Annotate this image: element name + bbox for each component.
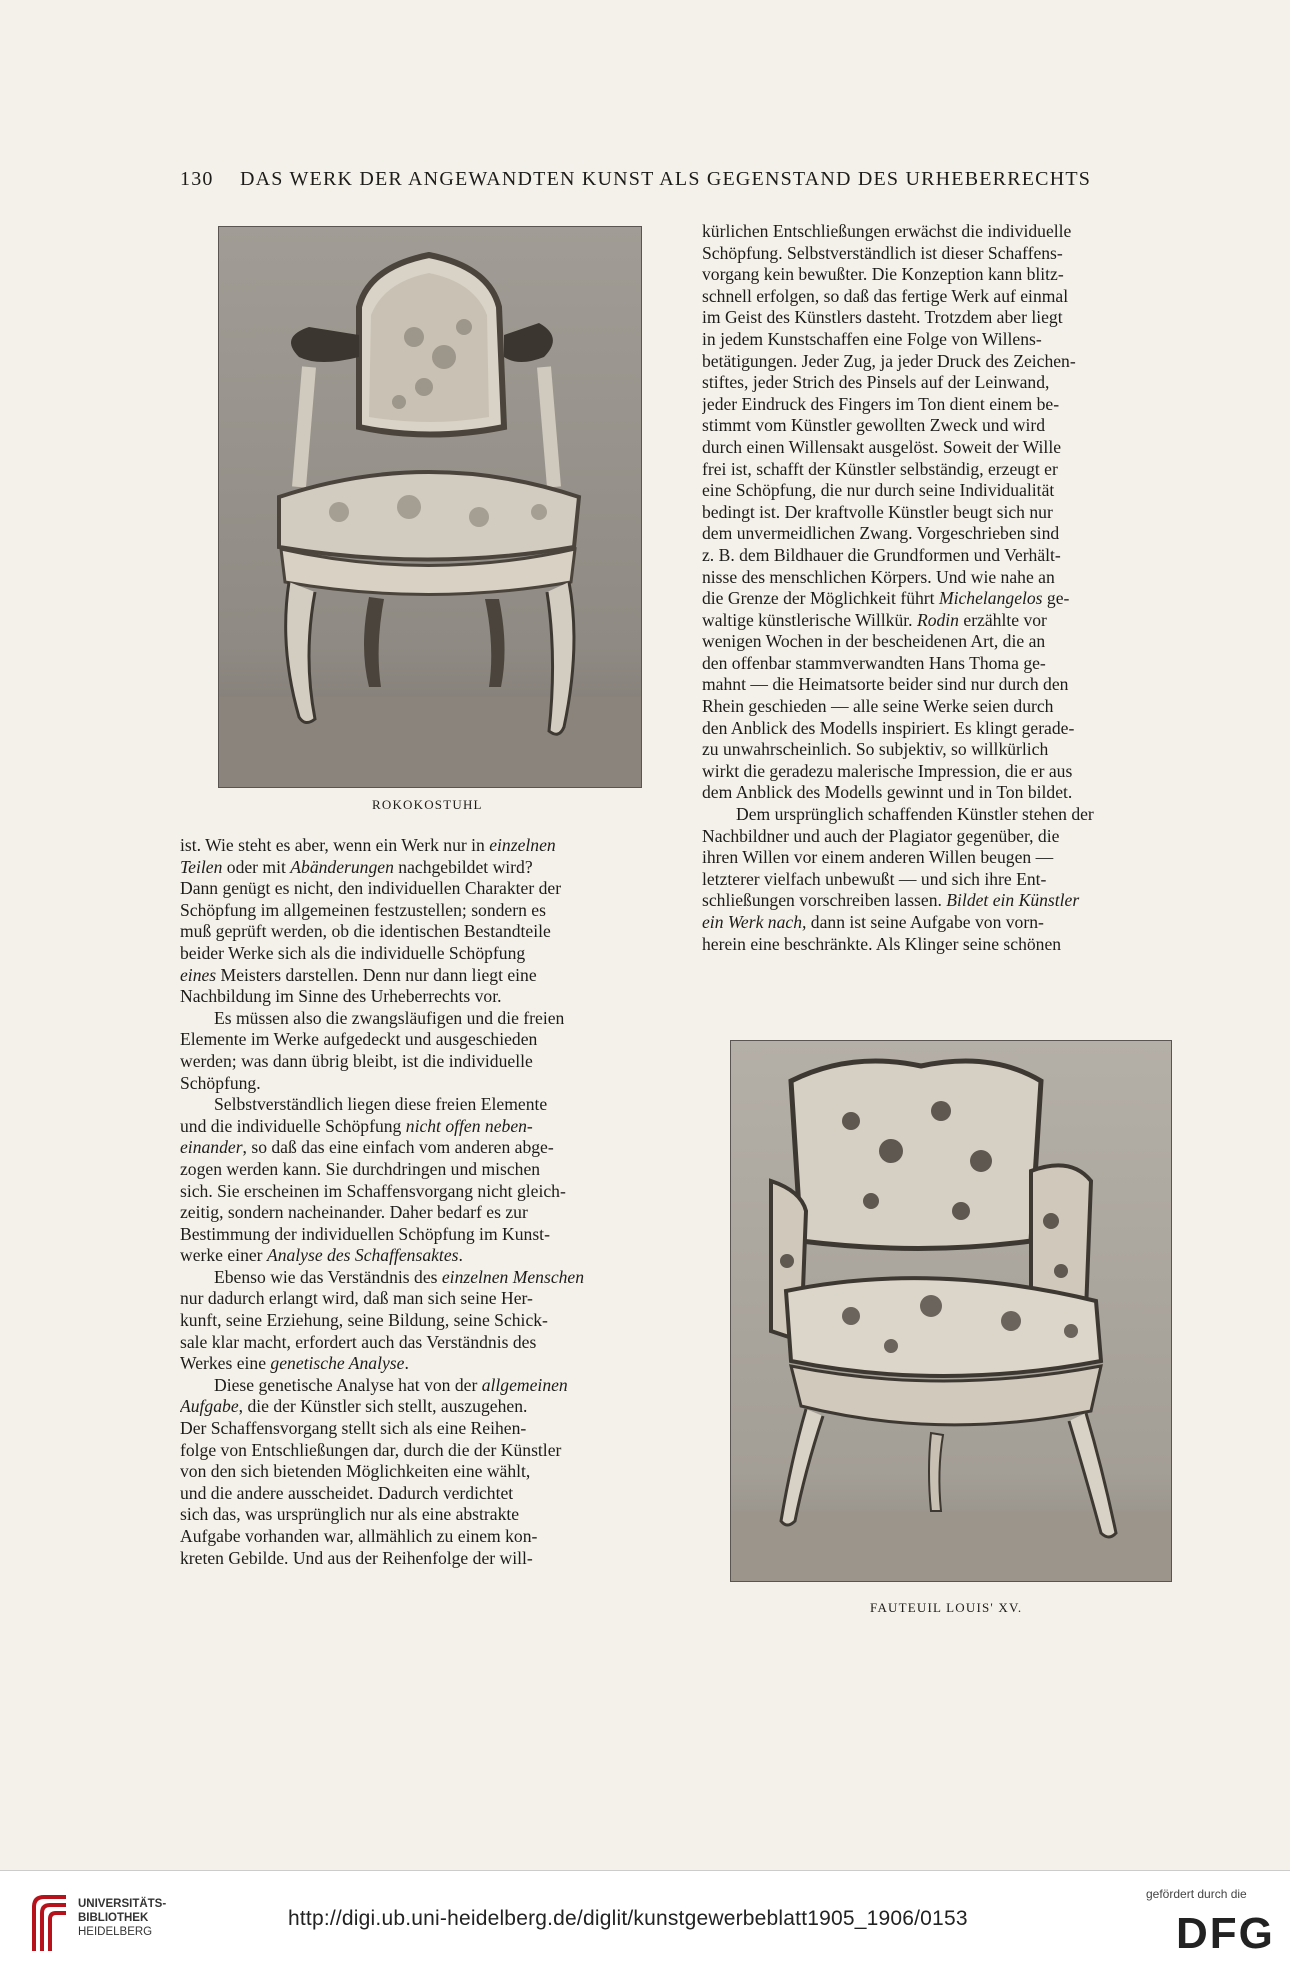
text-line	[180, 878, 676, 900]
text-line	[180, 1504, 676, 1526]
text-line	[702, 459, 1198, 481]
text-line	[702, 264, 1198, 286]
body-text: Bestimmung der individuellen Schöpfung im Kunst-	[180, 1223, 550, 1244]
body-text: von den sich bietenden Möglichkeiten eine wählt,	[180, 1461, 531, 1482]
body-text: in jedem Kunstschaffen eine Folge von Willens-	[702, 328, 1042, 349]
text-line	[702, 912, 1198, 934]
body-text: vorgang kein bewußter. Die Konzeption kann blitz-	[702, 264, 1064, 285]
emphasis-text: Abänderungen	[290, 856, 394, 877]
armchair-photo	[731, 1041, 1171, 1581]
body-text: ihren Willen vor einem anderen Willen beugen —	[702, 847, 1054, 868]
text-line	[702, 243, 1198, 265]
text-line	[180, 1526, 676, 1548]
text-line	[180, 965, 676, 987]
emphasis-text: einander	[180, 1137, 243, 1158]
body-text: kürlichen Entschließungen erwächst die individuelle	[702, 221, 1072, 241]
text-line	[702, 610, 1198, 632]
text-line	[702, 286, 1198, 308]
text-line	[702, 329, 1198, 351]
text-line	[180, 1051, 676, 1073]
body-text: den Anblick des Modells inspiriert. Es klingt gerade-	[702, 717, 1075, 738]
university-library-logo-icon	[28, 1891, 72, 1955]
body-text: Aufgabe vorhanden war, allmählich zu einem kon-	[180, 1526, 538, 1546]
body-text: Elemente im Werke aufgedeckt und ausgeschieden	[180, 1029, 538, 1050]
text-line	[702, 782, 1198, 804]
text-line	[180, 1548, 676, 1570]
body-text: werke einer	[180, 1245, 267, 1266]
text-line	[180, 857, 676, 879]
body-text: folge von Entschließungen dar, durch die der Künstler	[180, 1439, 562, 1460]
emphasis-text: ein Werk nach,	[702, 912, 807, 932]
emphasis-text: Teilen	[180, 856, 223, 877]
text-line	[702, 415, 1198, 437]
text-line	[702, 307, 1198, 329]
text-line	[180, 1094, 676, 1116]
body-text: .	[458, 1245, 463, 1266]
text-line	[180, 1202, 676, 1224]
body-text: Nachbildner und auch der Plagiator gegenüber, die	[702, 825, 1060, 846]
text-line	[180, 1116, 676, 1138]
body-text: durch einen Willensakt ausgelöst. Soweit der Wille	[702, 436, 1062, 457]
text-line	[180, 943, 676, 965]
body-text: jeder Eindruck des Fingers im Ton dient einem be-	[702, 393, 1060, 414]
emphasis-text: einzelnen	[489, 835, 556, 855]
emphasis-text: einzelnen Menschen	[441, 1266, 585, 1287]
chair-photo	[219, 227, 641, 787]
text-line	[180, 900, 676, 922]
text-line	[180, 1181, 676, 1203]
body-text: und die individuelle Schöpfung	[180, 1115, 406, 1136]
text-line	[702, 523, 1198, 545]
text-line	[702, 351, 1198, 373]
text-line	[180, 1310, 676, 1332]
body-text: herein eine beschränkte. Als Klinger seine schönen	[702, 933, 1062, 954]
text-line	[702, 502, 1198, 524]
body-text: im Geist des Künstlers dasteht. Trotzdem aber liegt	[702, 307, 1063, 328]
text-line	[702, 567, 1198, 589]
text-line	[702, 372, 1198, 394]
text-line	[180, 1137, 676, 1159]
body-text: eine Schöpfung, die nur durch seine Individualität	[702, 480, 1055, 501]
text-line	[180, 1224, 676, 1246]
body-text: , die der Künstler sich stellt, auszugehen.	[238, 1396, 528, 1417]
text-line	[180, 1073, 676, 1095]
text-line	[180, 1418, 676, 1440]
body-text: bedingt ist. Der kraftvolle Künstler beugt sich nur	[702, 501, 1053, 522]
body-text: Dem ursprünglich schaffenden Künstler stehen der	[736, 804, 1094, 825]
body-text: oder mit	[222, 856, 291, 877]
text-line	[702, 718, 1198, 740]
body-text: dem unvermeidlichen Zwang. Vorgeschrieben sind	[702, 523, 1060, 544]
emphasis-text: Rodin	[916, 609, 959, 630]
body-text: Ebenso wie das Verständnis des	[214, 1266, 442, 1287]
emphasis-text: Analyse des Schaffensaktes	[266, 1245, 459, 1266]
text-line	[180, 1267, 676, 1289]
text-line	[180, 1029, 676, 1051]
dfg-logo: DFG	[1176, 1909, 1275, 1958]
body-text: letzterer vielfach unbewußt — und sich ihre Ent-	[702, 868, 1047, 889]
body-text: frei ist, schafft der Künstler selbständig, erzeugt er	[702, 458, 1058, 479]
body-text: zeitig, sondern nacheinander. Daher bedarf es zur	[180, 1202, 528, 1223]
text-line	[702, 890, 1198, 912]
body-text: Der Schaffensvorgang stellt sich als eine Reihen-	[180, 1418, 527, 1439]
text-line	[702, 545, 1198, 567]
emphasis-text: Aufgabe	[180, 1396, 239, 1417]
body-text: stiftes, jeder Strich des Pinsels auf der Leinwand,	[702, 372, 1050, 393]
figure-fauteuil	[730, 1040, 1172, 1582]
figure-caption-2: FAUTEUIL LOUIS' XV.	[870, 1600, 1023, 1615]
text-line	[180, 1288, 676, 1310]
library-name	[78, 1897, 166, 1939]
body-text: kunft, seine Erziehung, seine Bildung, seine Schick-	[180, 1310, 548, 1331]
body-text: Meisters darstellen. Denn nur dann liegt eine	[216, 964, 537, 985]
body-text: .	[404, 1353, 409, 1374]
body-text: ge-	[1042, 588, 1070, 609]
body-text: erzählte vor	[958, 609, 1047, 630]
body-text: Diese genetische Analyse hat von der	[214, 1374, 482, 1395]
body-text: Werkes eine	[180, 1353, 271, 1374]
text-line	[702, 761, 1198, 783]
body-text: werden; was dann übrig bleibt, ist die individuelle	[180, 1050, 533, 1071]
body-text: sale klar macht, erfordert auch das Verständnis des	[180, 1331, 537, 1352]
text-column-right	[702, 221, 1198, 955]
text-line	[180, 1332, 676, 1354]
body-text: kreten Gebilde. Und aus der Reihenfolge der will-	[180, 1547, 533, 1568]
body-text: zogen werden kann. Sie durchdringen und mischen	[180, 1158, 541, 1179]
body-text: Es müssen also die zwangsläufigen und die freien	[214, 1007, 565, 1028]
library-line-1: UNIVERSITÄTS-	[78, 1898, 167, 1910]
text-line	[180, 1159, 676, 1181]
body-text: nachgebildet wird?	[393, 856, 533, 877]
text-line	[180, 1245, 676, 1267]
viewer-footer	[0, 1870, 1290, 1970]
text-line	[702, 480, 1198, 502]
text-line	[702, 674, 1198, 696]
body-text: schnell erfolgen, so daß das fertige Werk auf einmal	[702, 285, 1069, 306]
body-text: die Grenze der Möglichkeit führt	[702, 588, 939, 609]
body-text: Nachbildung im Sinne des Urheberrechts vor.	[180, 986, 502, 1007]
body-text: beider Werke sich als die individuelle Schöpfung	[180, 942, 526, 963]
body-text: muß geprüft werden, ob die identischen Bestandteile	[180, 921, 551, 942]
body-text: wirkt die geradezu malerische Impression, die er aus	[702, 760, 1073, 781]
body-text: schließungen vorschreiben lassen.	[702, 890, 947, 911]
body-text: Schöpfung.	[180, 1072, 261, 1093]
body-text: dem Anblick des Modells gewinnt und in Ton bildet.	[702, 782, 1073, 803]
figure-caption-1: ROKOKOSTUHL	[372, 797, 483, 812]
body-text: Selbstverständlich liegen diese freien Elemente	[214, 1094, 548, 1115]
text-line	[702, 696, 1198, 718]
text-line	[702, 588, 1198, 610]
text-line	[702, 934, 1198, 956]
library-line-3: HEIDELBERG	[78, 1926, 153, 1938]
text-column-left	[180, 835, 676, 1569]
permalink-url[interactable]: http://digi.ub.uni-heidelberg.de/diglit/kunstgewerbeblatt1905_1906/0153	[288, 1907, 968, 1930]
text-line	[180, 986, 676, 1008]
body-text: Rhein geschieden — alle seine Werke seien durch	[702, 696, 1054, 717]
emphasis-text: Bildet ein Künstler	[946, 890, 1080, 911]
page-number: 130	[180, 168, 214, 190]
text-line	[180, 1008, 676, 1030]
body-text: den offenbar stammverwandten Hans Thoma ge-	[702, 652, 1046, 673]
text-line	[180, 921, 676, 943]
body-text: Schöpfung im allgemeinen festzustellen; sondern es	[180, 899, 546, 920]
text-line	[702, 847, 1198, 869]
body-text: nisse des menschlichen Körpers. Und wie nahe an	[702, 566, 1055, 587]
body-text: wenigen Wochen in der bescheidenen Art, die an	[702, 631, 1046, 652]
body-text: betätigungen. Jeder Zug, ja jeder Druck des Zeichen-	[702, 350, 1076, 371]
text-line	[180, 1440, 676, 1462]
body-text: und die andere ausscheidet. Dadurch verdichtet	[180, 1482, 514, 1503]
body-text: , so daß das eine einfach vom anderen abge-	[242, 1137, 554, 1158]
emphasis-text: allgemeinen	[481, 1374, 568, 1395]
text-line	[180, 1461, 676, 1483]
body-text: mahnt — die Heimatsorte beider sind nur durch den	[702, 674, 1069, 695]
text-line	[702, 437, 1198, 459]
emphasis-text: nicht offen neben-	[405, 1115, 533, 1136]
text-line	[180, 1353, 676, 1375]
body-text: dann ist seine Aufgabe von vorn-	[806, 912, 1044, 932]
body-text: Schöpfung. Selbstverständlich ist dieser Schaffens-	[702, 242, 1063, 263]
body-text: Dann genügt es nicht, den individuellen Charakter der	[180, 878, 562, 899]
body-text: ist. Wie steht es aber, wenn ein Werk nur in	[180, 835, 490, 855]
body-text: waltige künstlerische Willkür.	[702, 609, 917, 630]
running-title: DAS WERK DER ANGEWANDTEN KUNST ALS GEGENSTAND DES URHEBERRECHTS	[240, 168, 1092, 190]
text-line	[702, 826, 1198, 848]
text-line	[180, 1396, 676, 1418]
text-line	[702, 739, 1198, 761]
emphasis-text: eines	[180, 964, 217, 985]
library-line-2: BIBLIOTHEK	[78, 1912, 149, 1924]
text-line	[180, 835, 676, 857]
text-line	[702, 804, 1198, 826]
body-text: sich das, was ursprünglich nur als eine abstrakte	[180, 1504, 520, 1525]
body-text: sich. Sie erscheinen im Schaffensvorgang nicht gleich-	[180, 1180, 566, 1201]
figure-rokokostuhl	[218, 226, 642, 788]
text-line	[180, 1483, 676, 1505]
sponsor-label: gefördert durch die	[1146, 1887, 1247, 1901]
emphasis-text: genetische Analyse	[270, 1353, 405, 1374]
text-line	[702, 221, 1198, 243]
body-text: nur dadurch erlangt wird, daß man sich seine Her-	[180, 1288, 533, 1309]
emphasis-text: Michelangelos	[938, 588, 1043, 609]
running-header	[180, 168, 1150, 191]
text-line	[702, 653, 1198, 675]
body-text: zu unwahrscheinlich. So subjektiv, so willkürlich	[702, 739, 1049, 760]
text-line	[702, 631, 1198, 653]
text-line	[702, 394, 1198, 416]
body-text: stimmt vom Künstler gewollten Zweck und wird	[702, 415, 1046, 436]
body-text: z. B. dem Bildhauer die Grundformen und Verhält-	[702, 544, 1061, 565]
text-line	[702, 869, 1198, 891]
text-line	[180, 1375, 676, 1397]
